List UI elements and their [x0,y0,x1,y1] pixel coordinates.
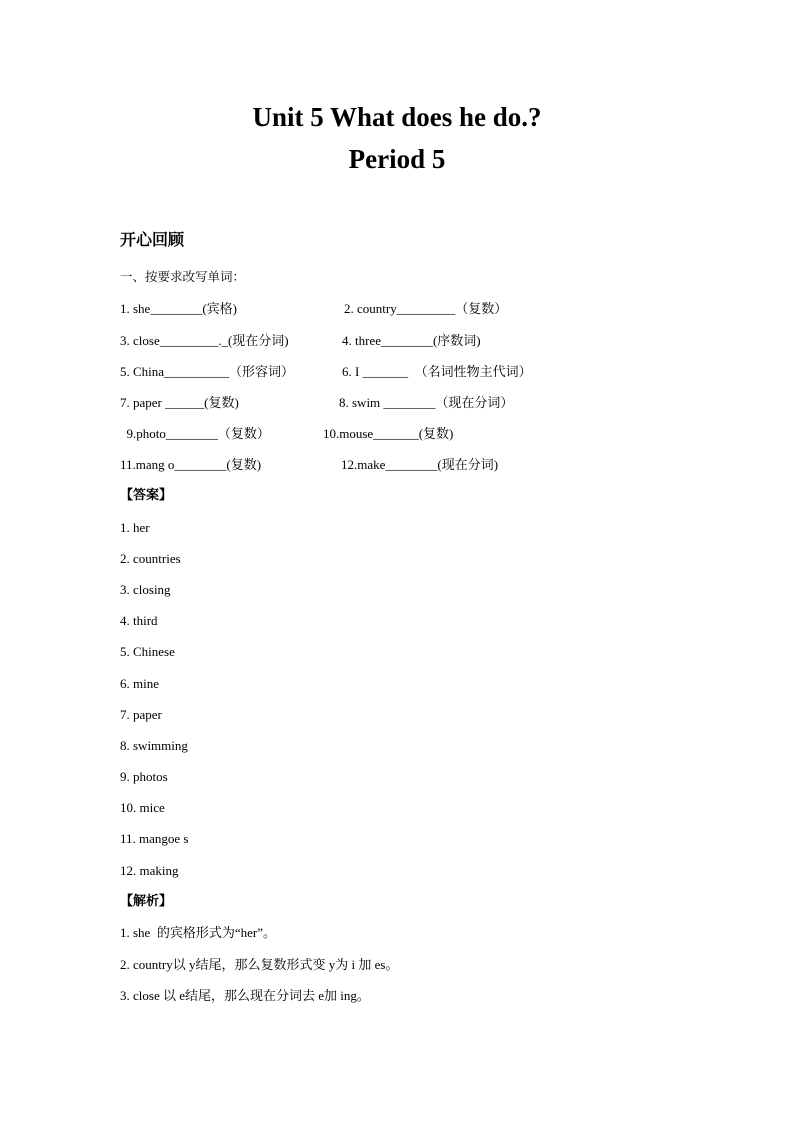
answer-item: 7. paper [120,707,162,722]
analysis-item: 2. country以 y结尾，那么复数形式变 y为 i 加 es。 [120,957,399,972]
answer-item: 11. mangoe s [120,831,189,846]
section-heading: 开心回顾 [120,230,185,249]
analysis-item: 3. close 以 e结尾，那么现在分词去 e加 ing。 [120,988,370,1003]
answer-item: 10. mice [120,800,165,815]
answer-item: 5. Chinese [120,644,175,659]
exercise-1: 1. she________(宾格) [120,301,237,316]
exercise-7: 7. paper ______(复数) [120,395,239,410]
exercise-5: 5. China__________（形容词） [120,364,295,379]
exercise-8: 8. swim ________（现在分词） [339,395,514,410]
answer-item: 4. third [120,613,158,628]
answer-heading: 【答案】 [120,488,173,503]
exercise-11: 11.mang o________(复数) [120,457,262,472]
answer-item: 6. mine [120,676,159,691]
instruction: 一、按要求改写单词： [120,269,246,284]
title-unit: Unit 5 What does he do.? [252,102,542,132]
answer-item: 1. her [120,520,150,535]
exercise-3: 3. close_________._(现在分词) [120,333,289,348]
exercise-2: 2. country_________（复数） [344,301,508,316]
exercise-12: 12.make________(现在分词) [341,457,499,472]
answer-item: 8. swimming [120,738,188,753]
answer-item: 2. countries [120,551,181,566]
exercise-6: 6. I _______ （名词性物主代词） [342,364,532,379]
title-period: Period 5 [348,144,446,174]
analysis-heading: 【解析】 [120,894,173,909]
answer-item: 12. making [120,863,179,878]
exercise-4: 4. three________(序数词) [342,333,481,348]
answer-item: 9. photos [120,769,168,784]
answer-item: 3. closing [120,582,171,597]
analysis-item: 1. she 的宾格形式为“her”。 [120,925,276,940]
exercise-9: 9.photo________（复数） [120,426,270,441]
exercise-10: 10.mouse_______(复数) [323,426,454,441]
